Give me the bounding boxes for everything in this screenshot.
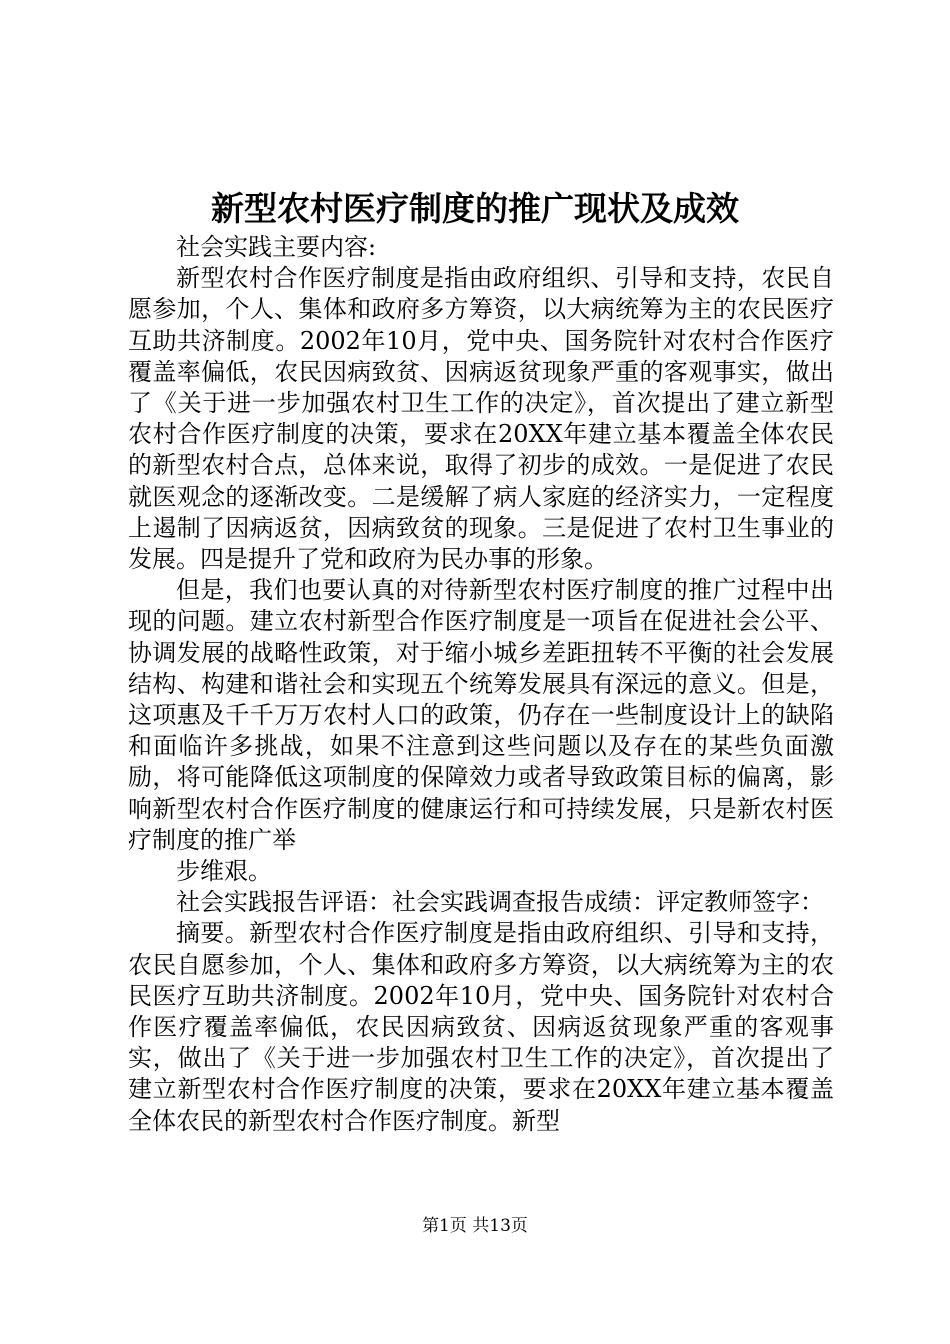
document-body [128, 232, 834, 1137]
paragraph-problems: 但是，我们也要认真的对待新型农村医疗制度的推广过程中出现的问题。建立农村新型合作医疗制度是一项旨在促进社会公平、协调发展的战略性政策，对于缩小城乡差距扭转不平衡的社会发展结构、构建和谐社会和实现五个统筹发展具有深远的意义。但是，这项惠及千千万万农村人口的政策，仍存在一些制度设计上的缺陷和面临许多挑战，如果不注意到这些问题以及存在的某些负面激励，将可能降低这项制度的保障效力或者导致政策目标的偏离，影响新型农村合作医疗制度的健康运行和可持续发展，只是新农村医疗制度的推广举 [128, 576, 834, 854]
paragraph-evaluation: 社会实践报告评语：社会实践调查报告成绩：评定教师签字： [176, 888, 824, 917]
page-number-footer: 第1页 共13页 [422, 1216, 528, 1236]
paragraph-abstract: 摘要。新型农村合作医疗制度是指由政府组织、引导和支持，农民自愿参加，个人、集体和政府多方筹资，以大病统筹为主的农民医疗互助共济制度。2002年10月，党中央、国务院针对农村合作医疗覆盖率偏低，农民因病致贫、因病返贫现象严重的客观事实，做出了《关于进一步加强农村卫生工作的决定》，首次提出了建立新型农村合作医疗制度的决策，要求在20XX年建立基本覆盖全体农民的新型农村合作医疗制度。新型 [128, 919, 834, 1135]
paragraph-introduction: 新型农村合作医疗制度是指由政府组织、引导和支持，农民自愿参加，个人、集体和政府多方筹资，以大病统筹为主的农民医疗互助共济制度。2002年10月，党中央、国务院针对农村合作医疗覆盖率偏低，农民因病致贫、因病返贫现象严重的客观事实，做出了《关于进一步加强农村卫生工作的决定》，首次提出了建立新型农村合作医疗制度的决策，要求在20XX年建立基本覆盖全体农民的新型农村合点，总体来说，取得了初步的成效。一是促进了农民就医观念的逐渐改变。二是缓解了病人家庭的经济实力，一定程度上遏制了因病返贫，因病致贫的现象。三是促进了农村卫生事业的发展。四是提升了党和政府为民办事的形象。 [128, 264, 834, 574]
paragraph-section-heading: 社会实践主要内容: [176, 233, 377, 261]
paragraph-continuation: 步维艰。 [176, 857, 272, 886]
document-title: 新型农村医疗制度的推广现状及成效 [211, 189, 739, 228]
